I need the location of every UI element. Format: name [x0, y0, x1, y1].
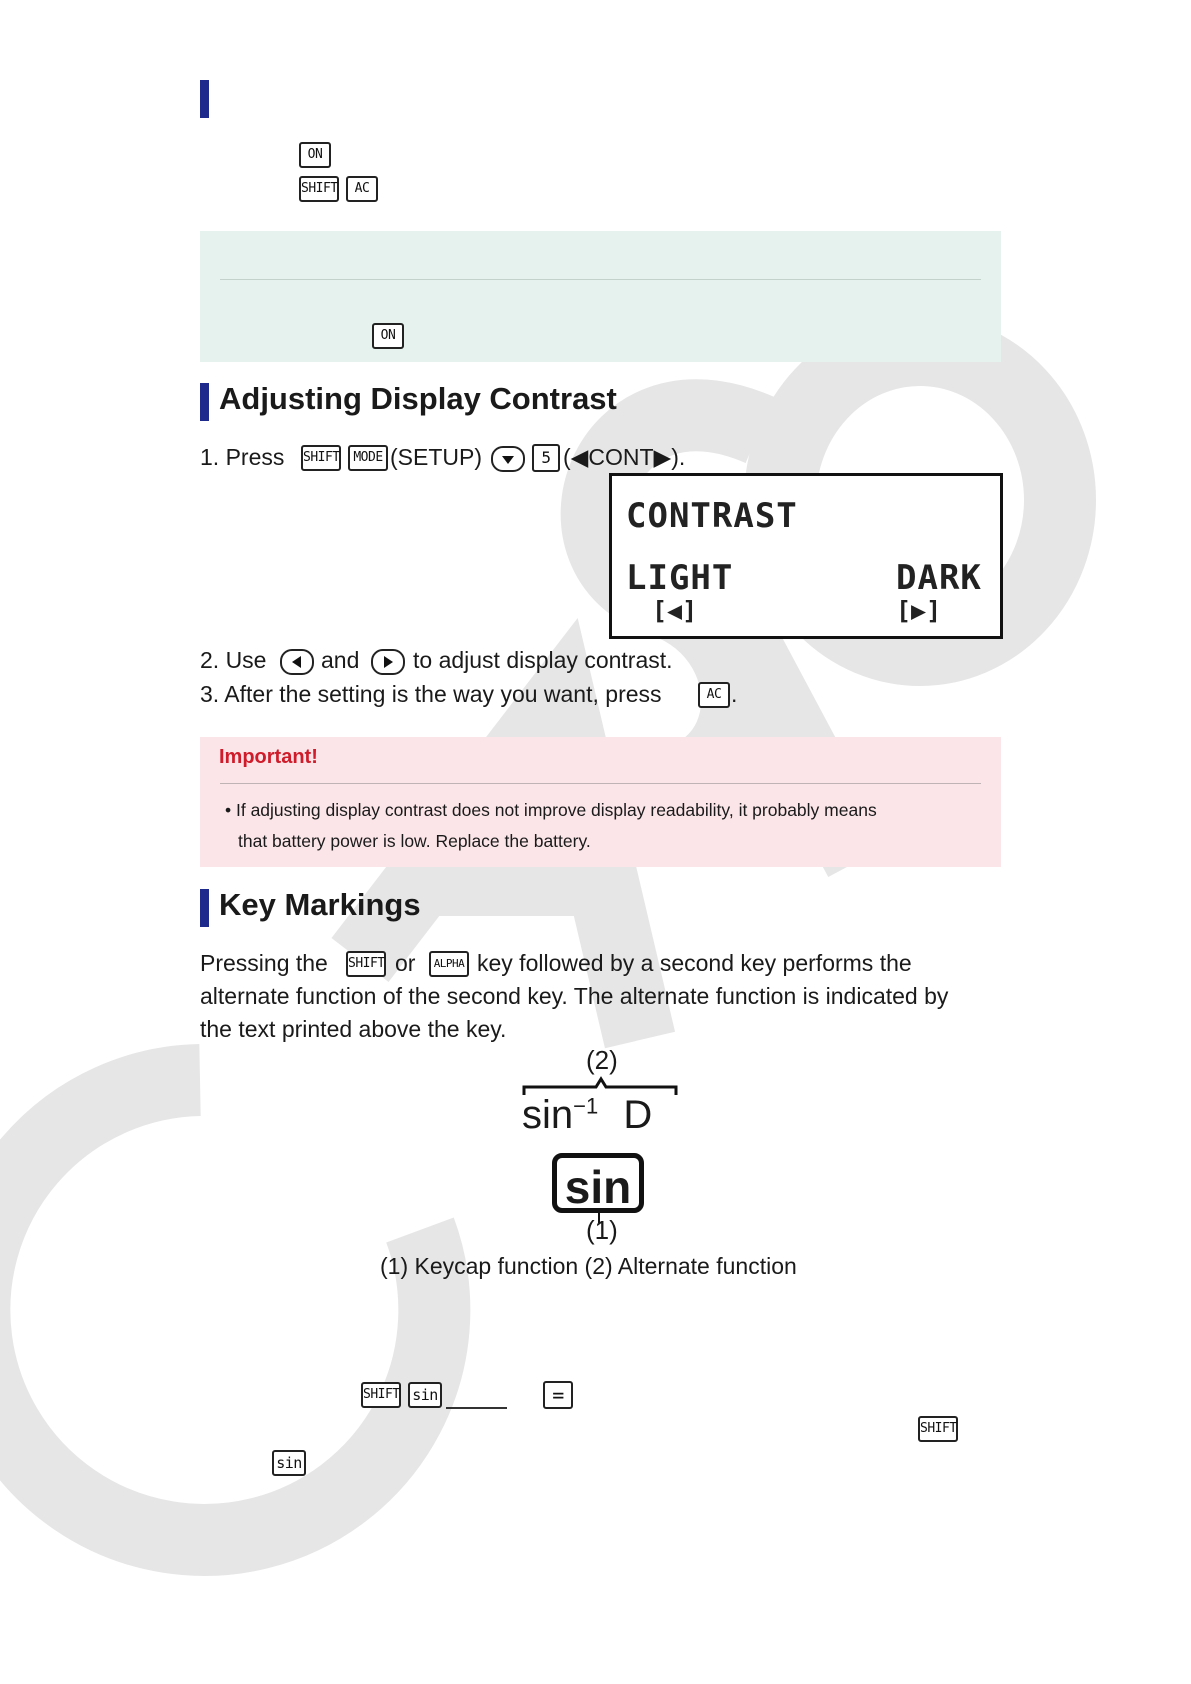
down-arrow-key [491, 446, 525, 472]
shift-key: SHIFT [299, 176, 339, 202]
step-3-text: 3. After the setting is the way you want, press [200, 681, 662, 707]
section-title-key-markings: Key Markings [219, 887, 421, 922]
important-text-line-2: that battery power is low. Replace the battery. [238, 831, 591, 851]
section-bar [200, 889, 209, 927]
section-title-contrast: Adjusting Display Contrast [219, 381, 617, 416]
shift-key: SHIFT [301, 445, 341, 471]
right-arrow-key [371, 649, 405, 675]
important-label: Important! [219, 746, 318, 768]
right-arrow-icon [373, 651, 403, 673]
watermark-letter-c [0, 1080, 434, 1540]
lcd-title: CONTRAST [626, 496, 798, 536]
alpha-key: ALPHA [429, 951, 469, 977]
lcd-dark-label: DARK [896, 558, 982, 598]
mode-key: MODE [348, 445, 388, 471]
setup-label: (SETUP) [390, 444, 482, 470]
step-2-and: and [321, 647, 360, 673]
left-arrow-key [280, 649, 314, 675]
diagram-alternate-function [522, 1093, 652, 1138]
key-markings-p2: alternate function of the second key. The alternate function is indicated by [200, 983, 949, 1009]
sin-key: sin [408, 1382, 442, 1408]
step-3-period: . [731, 681, 738, 707]
important-box [200, 737, 1001, 867]
key-diagram [520, 1045, 680, 1255]
shift-key: SHIFT [361, 1382, 401, 1408]
diagram-alt-sin: sin [522, 1093, 574, 1137]
important-divider [220, 783, 981, 784]
note-divider [220, 279, 981, 280]
lcd-light-label: LIGHT [626, 558, 734, 598]
diagram-alt-d: D [623, 1093, 653, 1137]
shift-key: SHIFT [346, 951, 386, 977]
key-markings-p3: the text printed above the key. [200, 1016, 507, 1042]
key-markings-p1-a: Pressing the [200, 950, 328, 976]
on-key: ON [299, 142, 331, 168]
diagram-alt-superscript: −1 [573, 1093, 599, 1119]
diagram-caption: (1) Keycap function (2) Alternate function [380, 1253, 797, 1279]
section-bar [200, 383, 209, 421]
left-arrow-icon [282, 651, 312, 673]
sin-key: sin [272, 1450, 306, 1476]
ac-key: AC [346, 176, 378, 202]
diagram-label-keycap: (1) [586, 1215, 618, 1245]
equals-key: = [543, 1381, 573, 1409]
down-arrow-icon [493, 448, 523, 470]
step-2-prefix: 2. Use [200, 647, 267, 673]
cont-label: (◀CONT▶). [563, 444, 686, 470]
blank-underline [446, 1407, 507, 1409]
diagram-keycap: sin [552, 1153, 644, 1213]
key-markings-p1-c: key followed by a second key performs the [477, 950, 912, 976]
lcd-screen [609, 473, 1003, 639]
section-bar [200, 80, 209, 118]
lcd-left-bracket: [◀] [652, 596, 698, 625]
shift-key: SHIFT [918, 1416, 958, 1442]
important-text-line-1: • If adjusting display contrast does not improve display readability, it probably means [225, 800, 877, 820]
note-box [200, 231, 1001, 362]
step-2-suffix: to adjust display contrast. [413, 647, 673, 673]
step-1-prefix: 1. Press [200, 444, 285, 470]
five-key: 5 [532, 444, 560, 472]
key-markings-p1-b: or [395, 950, 416, 976]
lcd-right-bracket: [▶] [896, 596, 942, 625]
ac-key: AC [698, 682, 730, 708]
on-key: ON [372, 323, 404, 349]
diagram-label-alternate: (2) [586, 1045, 618, 1075]
